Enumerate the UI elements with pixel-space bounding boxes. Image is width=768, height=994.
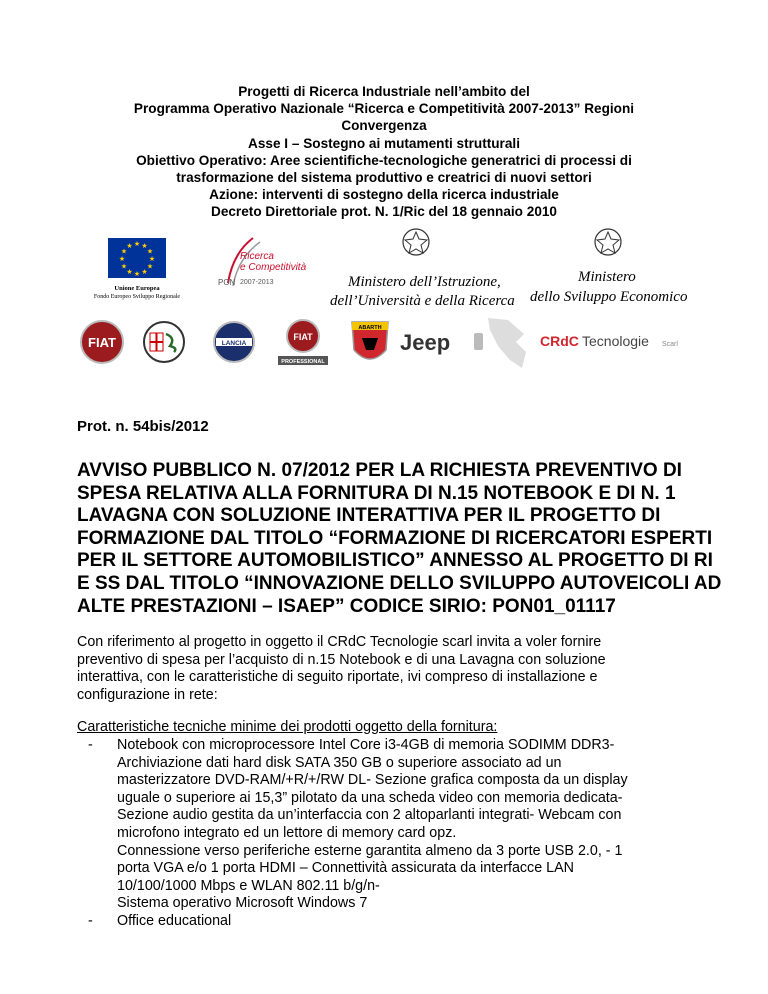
miur-line2: dell’Università e della Ricerca [330,293,515,309]
specs-list [88,737,693,931]
pon-label: PON [218,278,236,287]
mise-line2: dello Sviluppo Economico [530,289,688,305]
eu-label-2: Fondo Europeo Sviluppo Regionale [93,294,181,300]
document-header [60,83,708,221]
crdc-logo: CRdC [540,333,579,349]
svg-text:★: ★ [141,242,148,250]
abarth-logo [352,322,388,359]
italian-republic-emblem [403,229,429,255]
spec-line: porta VGA e/o 1 porta HDMI – Connettività assicurata da interfacce LAN [117,860,574,877]
list-dash: - [88,912,93,929]
fiat-logo [81,321,123,363]
fiat-text: FIAT [88,335,116,350]
crdc-scarl: Scarl [662,341,678,348]
svg-text:★: ★ [120,247,128,256]
notice-title [77,460,722,618]
svg-text:★: ★ [141,268,148,276]
header-line: Azione: interventi di sostegno della ricerca industriale [209,187,559,203]
fiat-professional-logo [278,320,328,365]
eu-label-1: Unione Europea [114,285,160,292]
spec-line: Connessione verso periferiche esterne garantita almeno da 3 porte USB 2.0, - 1 [117,842,623,859]
pon-logo [218,238,307,287]
brand-logos-row [78,316,718,372]
svg-text:★: ★ [146,262,154,271]
spec-line: Sistema operativo Microsoft Windows 7 [117,895,368,912]
header-line: Asse I – Sostegno ai mutamenti strutturali [248,135,520,151]
svg-text:★: ★ [126,268,133,276]
intro-line: Con riferimento al progetto in oggetto il CRdC Tecnologie scarl invita a voler fornire [77,634,602,650]
spec-line: Office educational [117,912,232,929]
svg-text:★: ★ [120,262,128,271]
pon-ricerca: Ricerca [240,251,274,262]
italian-republic-emblem-2 [595,229,621,255]
miur-line1: Ministero dell’Istruzione, [348,274,501,290]
header-line: Obiettivo Operativo: Aree scientifiche-tecnologiche generatrici di processi di [136,152,632,168]
professional-text: PROFESSIONAL [281,359,325,365]
spec-line: Archiviazione dati hard disk SATA 350 GB o superiore associato ad un [117,754,562,771]
header-line: Programma Operativo Nazionale “Ricerca e Competitività 2007-2013” Regioni [133,101,635,117]
intro-line: configurazione in rete: [77,686,218,703]
spec-line: 10/100/1000 Mbps e WLAN 802.11 b/g/n- [117,877,380,894]
spec-line: microfono integrato ed un lettore di memory card opz. [117,824,457,841]
intro-paragraph [77,634,692,704]
title-line: ALTE PRESTAZIONI – ISAEP” CODICE SIRIO: PON01_01117 [77,595,616,617]
svg-text:★: ★ [148,255,156,263]
title-line: AVVISO PUBBLICO N. 07/2012 PER LA RICHIESTA PREVENTIVO DI [77,460,682,481]
italy-map-icon [474,318,526,368]
svg-text:★: ★ [126,242,133,250]
pon-competitivita: e Competitività [240,262,307,273]
title-line: SPESA RELATIVA ALLA FORNITURA DI N.15 NOTEBOOK E DI N. 1 [77,482,676,504]
jeep-logo: Jeep [400,330,451,355]
spec-line: masterizzatore DVD-RAM/+R/+/RW DL- Sezione grafica composta da un display [117,772,628,789]
eu-flag-logo [94,238,180,300]
header-line: Convergenza [341,118,427,134]
mise-line1: Ministero [578,269,636,285]
lancia-text: LANCIA [221,340,247,347]
pon-years: 2007-2013 [240,279,274,286]
title-line: PER IL SETTORE AUTOMOBILISTICO” ANNESSO AL PROGETTO DI RI [77,550,713,572]
spec-item-notebook [88,737,693,913]
lancia-logo [214,322,254,362]
spec-item-office [88,913,693,931]
title-line: E SS DAL TITOLO “INNOVAZIONE DELLO SVILUPPO AUTOVEICOLI AD [77,572,722,594]
title-line: FORMAZIONE DAL TITOLO “FORMAZIONE DI RICERCATORI ESPERTI [77,527,713,549]
institutional-logos-row [78,228,718,310]
title-line: LAVAGNA CON SOLUZIONE INTERATTIVA PER IL PROGETTO DI [77,505,661,527]
spec-line: Sezione audio gestita da un’interfaccia con 2 altoparlanti integrati- Webcam con [117,807,622,824]
protocol-number: Prot. n. 54bis/2012 [77,418,209,435]
specs-heading: Caratteristiche tecniche minime dei prodotti oggetto della fornitura: [77,719,498,735]
spec-line: uguale o superiore ai 15,3” pilotato da una scheda video con memoria dedicata- [117,789,623,806]
header-line: Progetti di Ricerca Industriale nell’ambito del [238,84,530,99]
header-line: Decreto Direttoriale prot. N. 1/Ric del 18 gennaio 2010 [211,204,557,220]
list-dash: - [88,737,93,753]
crdc-tecnologie: Tecnologie [582,333,649,349]
fiat-pro-text: FIAT [293,332,313,342]
header-line: trasformazione del sistema produttivo e creatrici di nuovi settori [176,170,592,186]
svg-text:★: ★ [146,247,154,256]
svg-text:★: ★ [133,240,141,248]
intro-line: interattiva, con le caratteristiche di seguito riportate, ivi compreso di installazione e [77,669,598,686]
svg-text:★: ★ [133,270,141,278]
intro-line: preventivo di spesa per l’acquisto di n.15 Notebook e di una Lavagna con soluzione [77,651,606,668]
spec-line: Notebook con microprocessore Intel Core i3-4GB di memoria SODIMM DDR3- [117,737,615,753]
svg-text:★: ★ [118,255,126,263]
alfa-romeo-logo [144,322,184,362]
abarth-text: ABARTH [358,325,382,331]
